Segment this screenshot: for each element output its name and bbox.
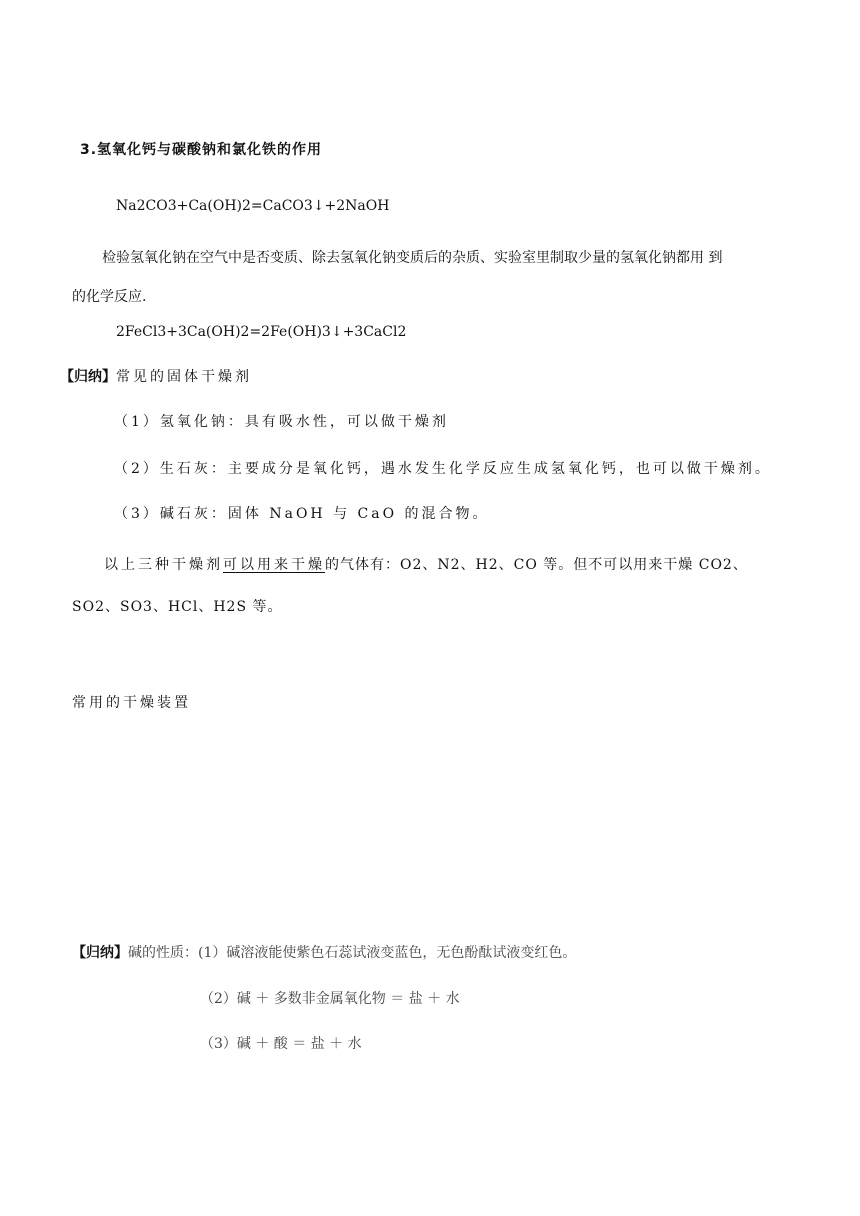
desiccant-item-1: （1）氢氧化钠：具有吸水性，可以做干燥剂 (114, 414, 449, 430)
section-heading: 3.氢氧化钙与碳酸钠和氯化铁的作用 (80, 142, 323, 158)
para-prefix: 以上三种干燥剂 (104, 557, 223, 573)
summary2-text: 碱的性质：(1）碱溶液能使紫色石蕊试液变蓝色，无色酚酞试液变红色。 (128, 945, 577, 961)
summary-heading (60, 368, 252, 386)
desiccant-item-2: （2）生石灰：主要成分是氧化钙，遇水发生化学反应生成氢氧化钙，也可以做干燥剂。 (114, 461, 772, 477)
paragraph-line-2: 的化学反应. (72, 289, 147, 305)
summary-bracket: 【归纳】 (60, 369, 116, 385)
base-properties-line-1 (72, 944, 576, 962)
desiccant-gases-line-2: SO2、SO3、HCl、H2S 等。 (72, 599, 283, 615)
equation-fecl3: 2FeCl3+3Ca(OH)2=2Fe(OH)3↓+3CaCl2 (116, 324, 407, 340)
summary2-bracket: 【归纳】 (72, 945, 128, 961)
desiccant-item-3: （3）碱石灰：固体 NaOH 与 CaO 的混合物。 (114, 506, 490, 522)
base-properties-line-2: （2）碱 ＋ 多数非金属氧化物 ＝ 盐 ＋ 水 (200, 991, 460, 1007)
equation-na2co3: Na2CO3+Ca(OH)2=CaCO3↓+2NaOH (116, 198, 390, 214)
base-properties-line-3: （3）碱 ＋ 酸 ＝ 盐 ＋ 水 (200, 1036, 362, 1052)
paragraph-line-1: 检验氢氧化钠在空气中是否变质、除去氢氧化钠变质后的杂质、实验室里制取少量的氢氧化钠都用 到 (102, 250, 723, 266)
summary-title: 常见的固体干燥剂 (116, 369, 252, 385)
para-suffix: 的气体有：O2、N2、H2、CO 等。但不可以用来干燥 CO2、 (325, 557, 748, 573)
desiccant-gases-line-1 (104, 556, 748, 574)
para-underlined: 可以用来干燥 (223, 557, 325, 573)
drying-devices-title: 常用的干燥装置 (72, 695, 191, 711)
